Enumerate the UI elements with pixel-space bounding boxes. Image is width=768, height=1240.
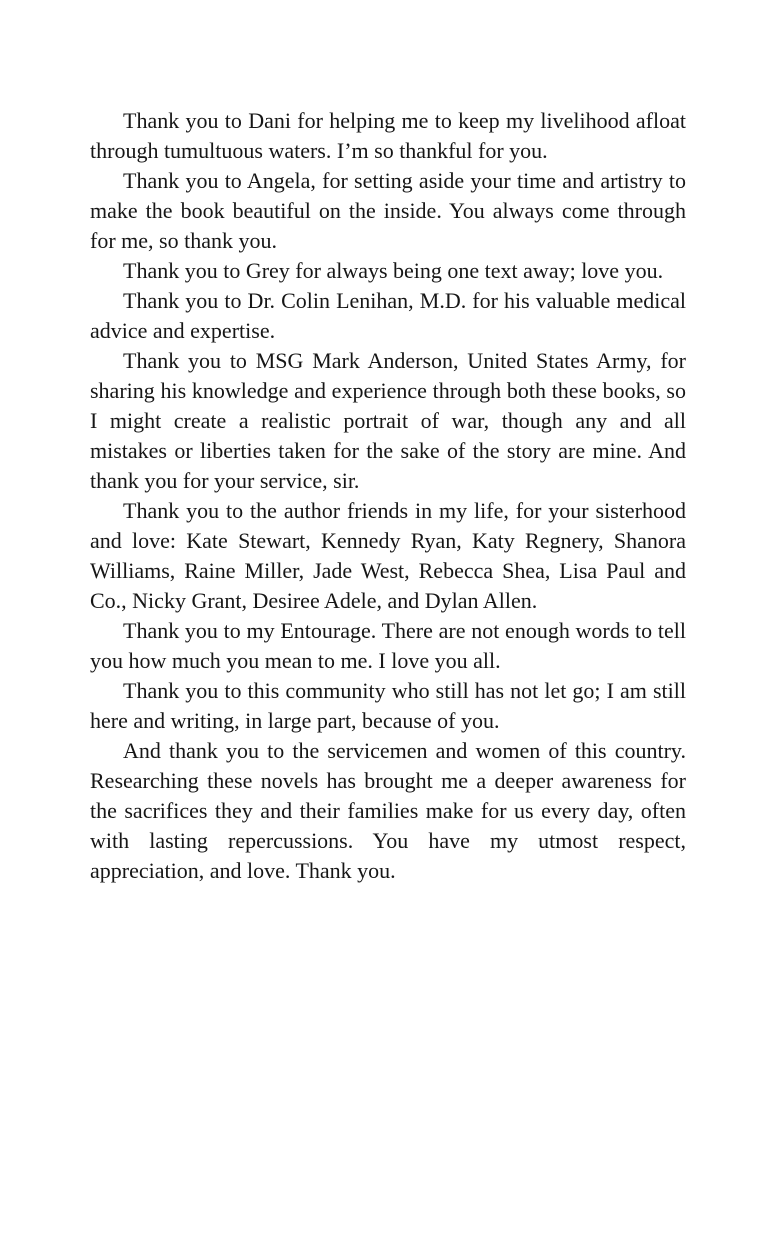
paragraph-thanks-grey: Thank you to Grey for always being one text away; love you. — [123, 258, 664, 283]
paragraph-thanks-dani: Thank you to Dani for helping me to keep my livelihood afloat through tumultuous waters. I’m so thankful for you. — [90, 108, 686, 163]
paragraph-thanks-msg-anderson: Thank you to MSG Mark Anderson, United States Army, for sharing his knowledge and experience through both these books, so I might create a realistic portrait of war, though any and all mistakes or liberties taken for the sake of the story are mine. And thank you for your service, sir. — [90, 348, 686, 493]
paragraph-thanks-entourage: Thank you to my Entourage. There are not enough words to tell you how much you mean to me. I love you all. — [90, 618, 686, 673]
paragraph-thanks-doctor: Thank you to Dr. Colin Lenihan, M.D. for his valuable medical advice and expertise. — [90, 288, 686, 343]
paragraph-thanks-community: Thank you to this community who still has not let go; I am still here and writing, in large part, because of you. — [90, 678, 686, 733]
acknowledgments-text — [90, 106, 686, 886]
paragraph-thanks-angela: Thank you to Angela, for setting aside your time and artistry to make the book beautiful on the inside. You always come through for me, so thank you. — [90, 168, 686, 253]
paragraph-thanks-servicemen: And thank you to the servicemen and women of this country. Researching these novels has brought me a deeper awareness for the sacrifices they and their families make for us every day, often with lasting repercussions. You have my utmost respect, appreciation, and love. Thank you. — [90, 738, 686, 883]
paragraph-thanks-author-friends: Thank you to the author friends in my life, for your sisterhood and love: Kate Stewart, Kennedy Ryan, Katy Regnery, Shanora Williams, Raine Miller, Jade West, Rebecca Shea, Lisa Paul and Co., Nicky Grant, Desiree Adele, and Dylan Allen. — [90, 498, 686, 613]
